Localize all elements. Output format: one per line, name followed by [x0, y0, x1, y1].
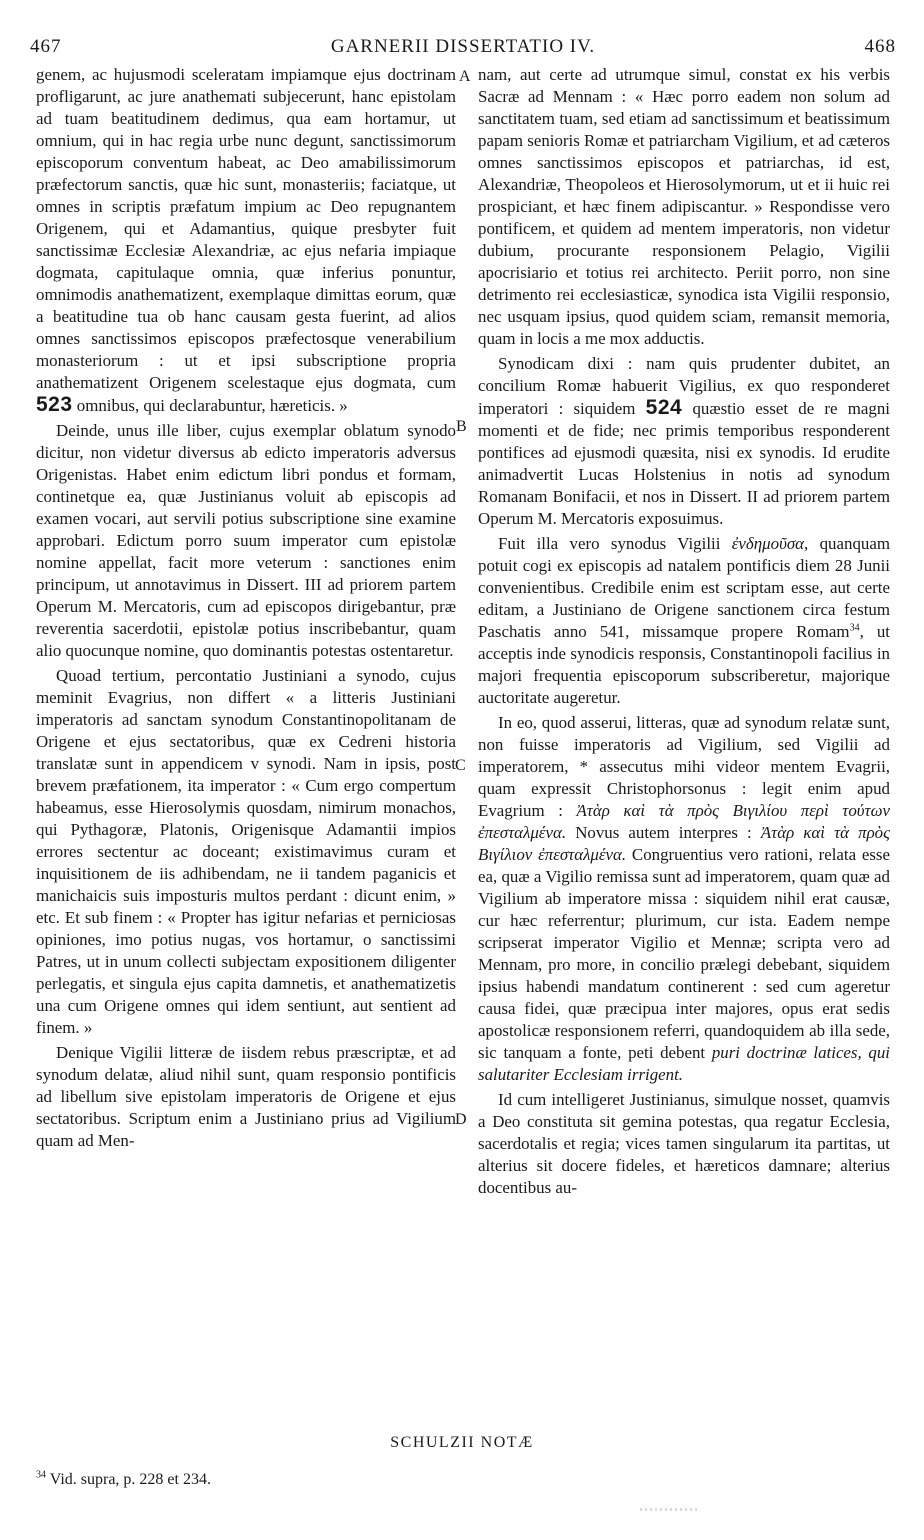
running-title: GARNERII DISSERTATIO IV. — [330, 36, 596, 57]
left-paragraph-1: genem, ac hujusmodi sceleratam impiamque ejus doctrinam profligarunt, ac jure anathemati subjecerunt, hanc epistolam ad tuam beatitudinem dedimus, qua eam hortamur, ut omnium, qui in hac regia urbe nunc degunt, sanctissimorum episcoporum conventum habeat, ac Deo amabilissimorum præfectorum sanctis, quæ hic sunt, monasteriis; faciatque, ut omnes in scriptis præfatum impium ac Deo repugnantem Origenem, qui et Adamantius, quique presbyter fuit sanctissimæ Ecclesiæ Alexandriæ, ac ejus nefaria impiaque dogmata, capitulaque omnia, quæ inferius ponuntur, omnimodis anathematizent, exemplaque dimittas eorum, quæ a beatitudine tua ob hanc causam gesta fuerint, ad alios omnes sanctissimos episcopos præfectosque venerabilium monasteriorum : ut et ipsi subscriptione propria anathematizent Origenem scelestaque ejus dogmata, cum 523 omnibus, qui declarabuntur, hæreticis. » — [36, 65, 456, 416]
right-paragraph-2: Synodicam dixi : nam quis prudenter dubitet, an concilium Romæ habuerit Vigilius, ex quo responderet imperatori : siquidem 524 quæstio esset de re magni momenti et de fide; nec primis temporibus responderent pontifices ad ejusmodi quæsita, nisi ex synodis. Id erudite animadvertit Lucas Holstenius in notis ad synodum Romanam Bonifacii, et nos in Dissert. II ad priorem partem Operum M. Mercatoris exposuimus. — [478, 354, 890, 528]
page-number-right: 468 — [864, 36, 896, 57]
right-paragraph-1: nam, aut certe ad utrumque simul, constat ex his verbis Sacræ ad Mennam : « Hæc porro eadem non solum ad sanctitatem tuam, sed etiam ad sanctissimum et beatissimum papam senioris Romæ et patriarcham Vigilium, et ad cæteros omnes sanctissimos episcopos et patriarchas, id est, Alexandriæ, Theopoleos et Hierosolymorum, ut et ii huic rei prospiciant, et hæc finem adipiscantur. » Respondisse vero pontificem, et quidem ad mentem imperatoris, non videtur dubium, procurante responsionem Pelagio, Vigilii apocrisiario et totius rei architecto. Periit porro, non sine detrimento rei ecclesiasticæ, synodica ista Vigilii responsio, nec usquam ipsius, quod quidem sciam, remansit memoria, quam in locis a me mox adductis. — [478, 65, 890, 348]
margin-letter-c: C — [455, 757, 466, 774]
left-paragraph-3: Quoad tertium, percontatio Justiniani a synodo, cujus meminit Evagrius, non differt « a litteris Justiniani imperatoris ad sanctam synodum Constantinopolitanam de Origene et ejus sectatoribus, quæ ex Cedreni historia translatæ sunt in appendicem v synodi. Nam in ipsis, post brevem præfationem, ita imperator : « Cum ergo compertum habeamus, esse Hierosolymis quosdam, nimirum monachos, qui Pythagoræ, Platonis, Origenisque Adamantii impios errores sectentur ac doceant; existimavimus curam et inquisitionem de iis adhibendam, ne ii tandem paganicis et manichaicis suis imposturis multos perdant : dicunt enim, » etc. Et sub finem : « Propter has igitur nefarias et perniciosas opiniones, imo potius nugas, vos hortamur, o sanctissimi Patres, ut in unum collecti subjectam expositionem diligenter perlegatis, et singula ejus capita damnetis, et anathematizetis una cum Origene omnes qui idem sentiunt, aut sentient ad finem. » — [36, 666, 456, 1037]
right-paragraph-3: Fuit illa vero synodus Vigilii ἐνδημοῦσα, quanquam potuit cogi ex episcopis ad natalem pontificis diem 28 Junii convenientibus. Credibile enim est scriptam esse, aut certe editam, a Justiniano de Origene sanctionem circa festum Paschatis anno 541, missamque propere Romam$^{34}$, ut acceptis inde synodicis responsis, Constantinopoli facilius in majori frequentia episcoporum subscriberetur, majorique auctoritate augeretur. — [478, 534, 890, 707]
greek-quote-1: Ἀτὰρ καὶ τὰ πρὸς Βιγιλίου περὶ τούτων ἐπεσταλμένα. — [478, 801, 890, 842]
right-paragraph-5: Id cum intelligeret Justinianus, simulque nosset, quamvis a Deo constituta sit gemina potestas, qua regatur Ecclesia, sacerdotalis et regia; vices tamen singularum ita partitas, ut alterius sit docere fideles, et hæreticos damnare; alterius docentibus au- — [478, 1090, 890, 1197]
left-paragraph-2: Deinde, unus ille liber, cujus exemplar oblatum synodo dicitur, non videtur diversus ab edicto imperatoris adversus Origenistas. Habet enim edictum libri pondus et formam, continetque ea, quæ Justinianus voluit ab episcopis ad examen vocari, aut servili potius subscriptione sine examine approbari. Edictum porro suum imperator cum epistolæ nomine appellat, facit more veterum : sanctiones enim principum, ut annotavimus in Dissert. III ad priorem partem Operum M. Mercatoris, cum ad episcopos dirigebantur, præ reverentia sacerdotii, epistolæ potius inscribebantur, quam alio quocunque nomine, quo dominantis potestas ostentaretur. — [36, 421, 456, 660]
page-number-left: 467 — [30, 36, 62, 57]
footnote-number: 34 — [36, 1469, 46, 1481]
running-header — [30, 36, 896, 62]
footnote-text: Vid. supra, p. 228 et 234. — [49, 1471, 211, 1488]
greek-quote-2: Ἀτὰρ καὶ τὰ πρὸς Βιγίλιον ἐπεσταλμένα. — [478, 823, 890, 864]
margin-letter-b: B — [456, 418, 467, 435]
right-column — [478, 64, 890, 1199]
margin-letter-a: A — [459, 68, 471, 85]
italic-quote: puri doctrinæ latices, qui salutariter Ecclesiam irrigent. — [478, 1043, 890, 1084]
margin-letter-d: D — [455, 1111, 467, 1128]
right-paragraph-4: In eo, quod asserui, litteras, quæ ad synodum relatæ sunt, non fuisse imperatoris ad Vigilium, sed Vigilii ad imperatorem, * assecutus mihi videor mentem Evagrii, quam expressit Christophorsonus : legit enim apud Evagrium : Ἀτὰρ καὶ τὰ πρὸς Βιγιλίου περὶ τούτων ἐπεσταλμένα. Novus autem interpres : Ἀτὰρ καὶ τὰ πρὸς Βιγίλιον ἐπεσταλμένα. Congruentius vero rationi, relata esse ea, quæ a Vigilio remissa sunt ad imperatorem, quam quæ ad Vigilium ab imperatore missa : siquidem nihil erat causæ, cur hæc referrentur; plurimum, cur ista. Eadem nempe scripserat imperator Vigilio et Mennæ; scripta vero ad Mennam, pro more, in concilio prælegi debebant, siquidem ipsius habendi mandatum continerent : sed cum ageretur causa fidei, quæ præcipua inter majores, opus erat sedis apostolicæ responsionem referri, quandoquidem ab illa sede, sic tanquam a fonte, peti debent puri doctrinæ latices, qui salutariter Ecclesiam irrigent. — [478, 713, 890, 1084]
column-number-524: 524 — [645, 396, 683, 419]
notes-heading: SCHULZII NOTÆ — [390, 1434, 534, 1451]
column-number-523: 523 — [36, 393, 73, 416]
greek-word: ἐνδημοῦσα — [731, 534, 805, 553]
left-column — [36, 64, 456, 1152]
left-paragraph-4: Denique Vigilii litteræ de iisdem rebus præscriptæ, et ad synodum delatæ, aliud nihil sunt, quam responsio pontificis ad libellum sive epistolam imperatoris de Origene et ejus sectatoribus. Scriptum enim a Justiniano prius ad Vigilium quam ad Men- — [36, 1043, 456, 1150]
footnote — [36, 1471, 211, 1489]
scan-artifact — [640, 1508, 700, 1511]
footnote-ref: 34 — [849, 622, 860, 634]
